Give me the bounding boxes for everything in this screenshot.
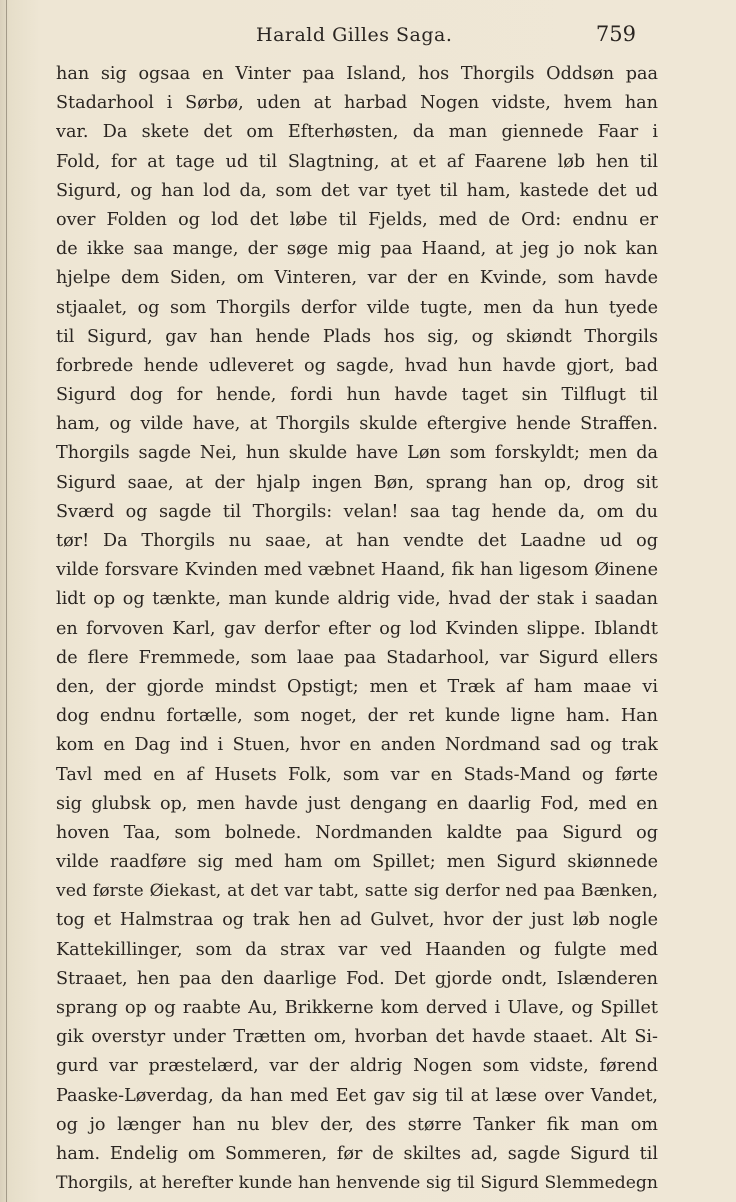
text-line: Paaske-Løverdag, da han med Eet gav sig til at læse over Vandet, xyxy=(56,1085,658,1106)
text-line: og jo længer han nu blev der, des større Tanker fik man om xyxy=(56,1114,658,1135)
body-text xyxy=(56,60,658,1198)
text-line: Sigurd, og han lod da, som det var tyet til ham, kastede det ud xyxy=(56,180,658,201)
running-title: Harald Gilles Saga. xyxy=(256,24,453,46)
text-line: den, der gjorde mindst Opstigt; men et Træk af ham maae vi xyxy=(56,676,658,697)
text-line: Stadarhool i Sørbø, uden at harbad Nogen vidste, hvem han xyxy=(56,93,658,114)
text-line: til Sigurd, gav han hende Plads hos sig, og skiøndt Thorgils xyxy=(56,326,658,347)
text-line: han sig ogsaa en Vinter paa Island, hos Thorgils Oddsøn paa xyxy=(56,64,658,84)
text-line: Thorgils, at herefter kunde han henvende sig til Sigurd Slemmedegn xyxy=(56,1173,658,1194)
page-gutter xyxy=(6,0,7,1202)
text-line: ham. Endelig om Sommeren, før de skiltes ad, sagde Sigurd til xyxy=(56,1143,658,1164)
text-line: lidt op og tænkte, man kunde aldrig vide, hvad der stak i saadan xyxy=(56,589,658,610)
text-line: ved første Øiekast, at det var tabt, satte sig derfor ned paa Bænken, xyxy=(56,881,658,902)
text-line: tør! Da Thorgils nu saae, at han vendte det Laadne ud og xyxy=(56,531,658,551)
text-line: Sværd og sagde til Thorgils: velan! saa tag hende da, om du xyxy=(56,501,658,522)
text-line: sig glubsk op, men havde just dengang en daarlig Fod, med en xyxy=(56,793,658,814)
text-line: Thorgils sagde Nei, hun skulde have Løn som forskyldt; men da xyxy=(56,443,658,464)
page-header xyxy=(56,22,636,54)
text-line: over Folden og lod det løbe til Fjelds, med de Ord: endnu er xyxy=(56,209,658,230)
text-line: Sigurd saae, at der hjalp ingen Bøn, sprang han op, drog sit xyxy=(56,472,658,493)
text-line: vilde raadføre sig med ham om Spillet; men Sigurd skiønnede xyxy=(56,852,658,873)
text-line: Fold, for at tage ud til Slagtning, at et af Faarene løb hen til xyxy=(56,151,658,172)
text-line: Sigurd dog for hende, fordi hun havde taget sin Tilflugt til xyxy=(56,385,658,406)
text-line: kom en Dag ind i Stuen, hvor en anden Nordmand sad og trak xyxy=(56,735,658,756)
text-line: Tavl med en af Husets Folk, som var en Stads-Mand og førte xyxy=(56,764,658,785)
text-line: dog endnu fortælle, som noget, der ret kunde ligne ham. Han xyxy=(56,706,658,727)
text-line: sprang op og raabte Au, Brikkerne kom derved i Ulave, og Spillet xyxy=(56,998,658,1018)
text-line: Straaet, hen paa den daarlige Fod. Det gjorde ondt, Islænderen xyxy=(56,968,658,989)
text-line: hjelpe dem Siden, om Vinteren, var der en Kvinde, som havde xyxy=(56,268,658,289)
text-line: hoven Taa, som bolnede. Nordmanden kaldte paa Sigurd og xyxy=(56,822,658,843)
text-line: gurd var præstelærd, var der aldrig Nogen som vidste, førend xyxy=(56,1056,658,1077)
text-line: stjaalet, og som Thorgils derfor vilde tugte, men da hun tyede xyxy=(56,297,658,318)
text-line: gik overstyr under Trætten om, hvorban det havde staaet. Alt Si- xyxy=(56,1027,658,1048)
text-line: de ikke saa mange, der søge mig paa Haand, at jeg jo nok kan xyxy=(56,239,658,260)
text-line: vilde forsvare Kvinden med væbnet Haand, fik han ligesom Øinene xyxy=(56,560,658,581)
text-line: var. Da skete det om Efterhøsten, da man giennede Faar i xyxy=(56,122,658,143)
text-line: tog et Halmstraa og trak hen ad Gulvet, hvor der just løb nogle xyxy=(56,910,658,931)
text-line: en forvoven Karl, gav derfor efter og lod Kvinden slippe. Iblandt xyxy=(56,618,658,639)
text-line: de flere Fremmede, som laae paa Stadarhool, var Sigurd ellers xyxy=(56,647,658,668)
text-line: forbrede hende udleveret og sagde, hvad hun havde gjort, bad xyxy=(56,355,658,376)
text-line: ham, og vilde have, at Thorgils skulde eftergive hende Straffen. xyxy=(56,414,658,435)
page-number: 759 xyxy=(595,22,636,46)
text-line: Kattekillinger, som da strax var ved Haanden og fulgte med xyxy=(56,939,658,960)
